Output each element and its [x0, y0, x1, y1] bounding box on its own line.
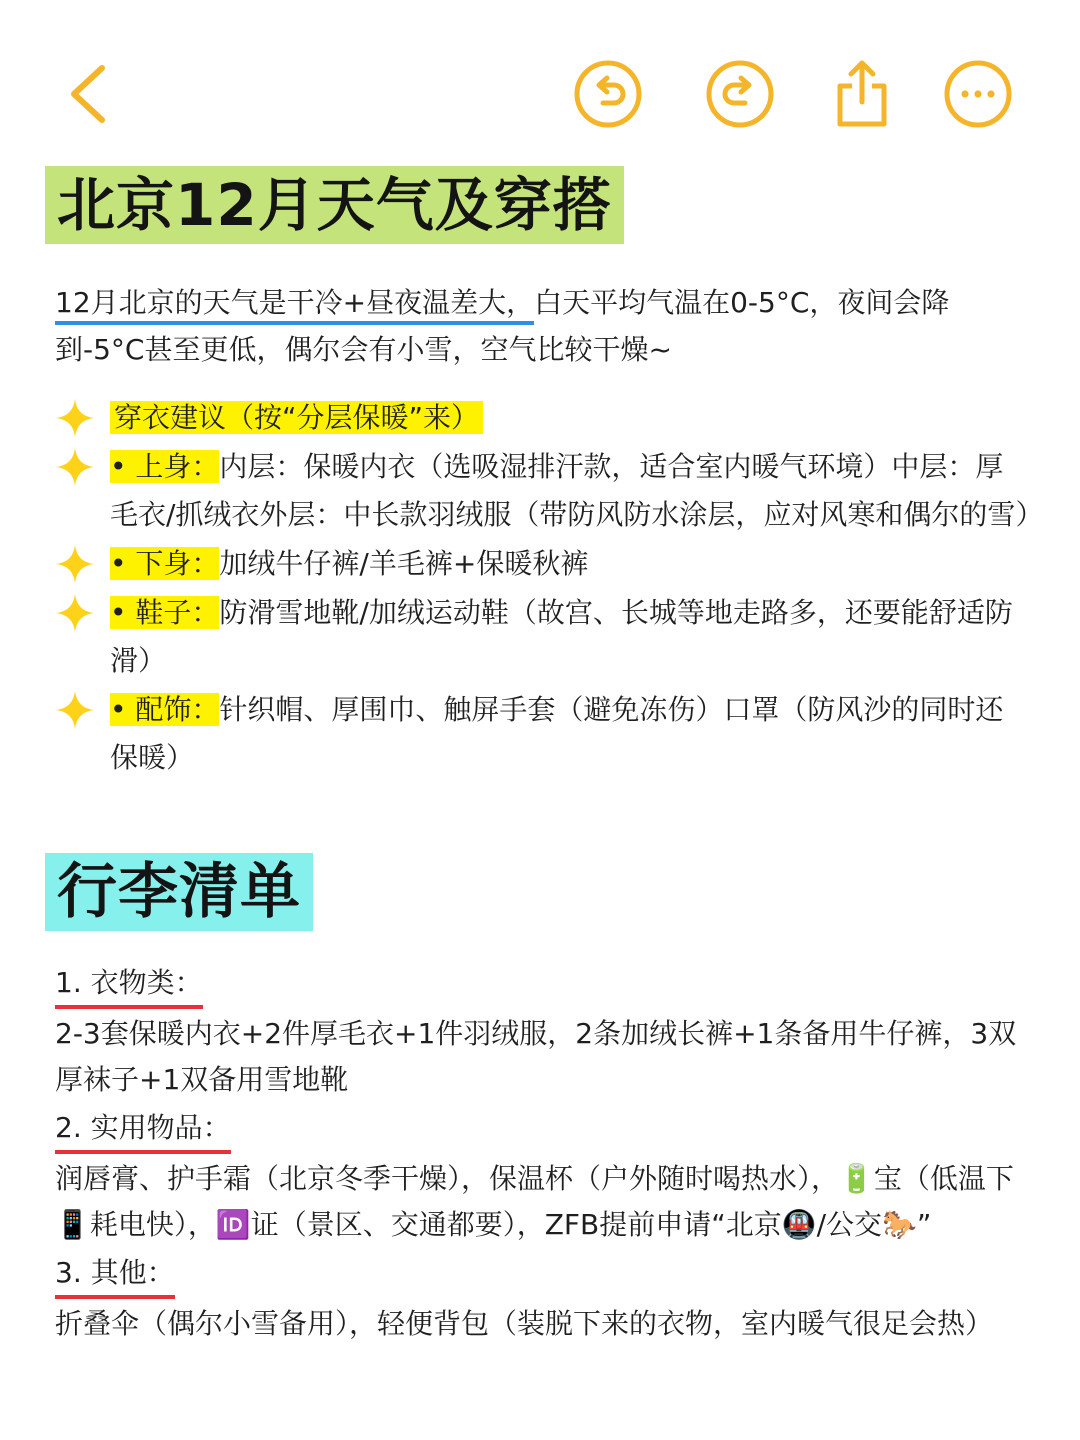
tip-item-shoes	[55, 589, 1030, 685]
tip-label: • 鞋子：	[110, 596, 220, 629]
tips-heading-row	[55, 394, 1030, 442]
top-toolbar	[0, 0, 1080, 150]
intro-highlight: 12月北京的天气是干冷+昼夜温差大，	[55, 286, 534, 325]
undo-icon	[572, 58, 644, 130]
tip-item-lower	[55, 540, 1030, 588]
sparkle-icon	[55, 447, 95, 487]
tip-text: 防滑雪地靴/加绒运动鞋（故宫、长城等地走路多，还要能舒适防滑）	[110, 596, 1013, 677]
sparkle-icon	[55, 398, 95, 438]
weather-title: 北京12月天气及穿搭	[45, 166, 624, 244]
tip-text: 加绒牛仔裤/羊毛裤+保暖秋裤	[219, 547, 589, 580]
intro-rest: 白天平均气温在0-5°C，夜间会降到-5°C甚至更低，偶尔会有小雪，空气比较干燥~	[55, 286, 950, 366]
back-button[interactable]	[56, 58, 128, 130]
packing-title: 行李清单	[45, 853, 313, 931]
section-title: 2. 实用物品：	[55, 1105, 231, 1154]
packing-section-clothes	[55, 960, 1030, 1103]
sparkle-icon	[55, 544, 95, 584]
section-body: 2-3套保暖内衣+2件厚毛衣+1件羽绒服，2条加绒长裤+1条备用牛仔裤，3双厚袜子+1双备用雪地靴	[55, 1017, 1017, 1096]
tip-label: • 上身：	[110, 450, 220, 483]
tips-heading: 穿衣建议（按“分层保暖”来）	[110, 401, 483, 434]
section-body: 折叠伞（偶尔小雪备用），轻便背包（装脱下来的衣物，室内暖气很足会热）	[55, 1307, 994, 1340]
tip-text: 针织帽、厚围巾、触屏手套（避免冻伤）口罩（防风沙的同时还保暖）	[110, 693, 1004, 774]
more-button[interactable]	[942, 58, 1014, 130]
redo-icon	[704, 58, 776, 130]
packing-list	[55, 960, 1030, 1349]
section-body: 润唇膏、护手霜（北京冬季干燥），保温杯（户外随时喝热水），🔋宝（低温下📱耗电快），🆔证（景区、交通都要），ZFB提前申请“北京🚇/公交🐎”	[55, 1162, 1014, 1241]
clothing-tips	[55, 394, 1044, 783]
redo-button[interactable]	[704, 58, 776, 130]
share-button[interactable]	[826, 58, 898, 130]
back-icon	[56, 58, 128, 130]
tip-text: 内层：保暖内衣（选吸湿排汗款，适合室内暖气环境）中层：厚毛衣/抓绒衣外层：中长款羽绒服（带防风防水涂层，应对风寒和偶尔的雪）	[110, 450, 1044, 531]
section-title: 3. 其他：	[55, 1250, 175, 1299]
more-icon	[942, 58, 1014, 130]
packing-section-essentials	[55, 1105, 1030, 1248]
tip-label: • 配饰：	[110, 693, 220, 726]
share-icon	[826, 58, 898, 130]
sparkle-icon	[55, 690, 95, 730]
tip-item-upper	[55, 443, 1044, 539]
tip-label: • 下身：	[110, 547, 220, 580]
packing-section-others	[55, 1250, 1030, 1347]
section-title: 1. 衣物类：	[55, 960, 203, 1009]
sparkle-icon	[55, 593, 95, 633]
undo-button[interactable]	[572, 58, 644, 130]
weather-intro	[55, 279, 1030, 373]
tip-item-accessories	[55, 686, 1030, 782]
